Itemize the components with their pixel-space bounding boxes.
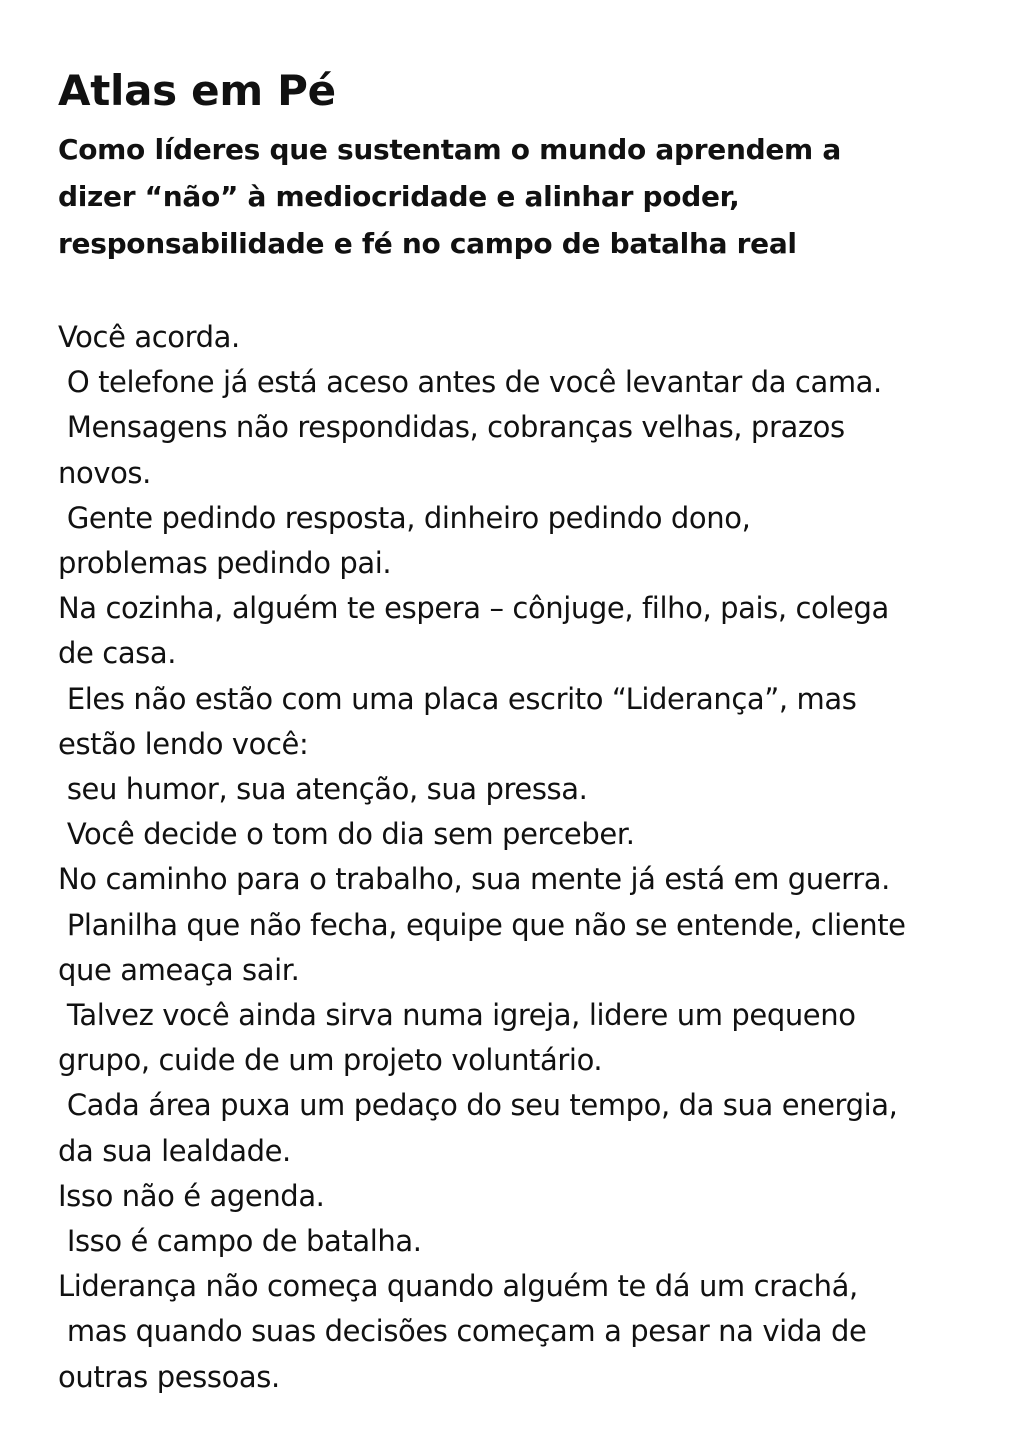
- body-line: Planilha que não fecha, equipe que não se entende, cliente: [58, 907, 906, 942]
- body-line: grupo, cuide de um projeto voluntário.: [58, 1043, 603, 1078]
- subtitle-line: Como líderes que sustentam o mundo aprendem a: [58, 133, 841, 166]
- body-line: que ameaça sair.: [58, 952, 300, 987]
- body-line: Cada área puxa um pedaço do seu tempo, da sua energia,: [58, 1088, 898, 1123]
- body-line: novos.: [58, 455, 151, 490]
- document-subtitle: [58, 126, 978, 267]
- subtitle-line: responsabilidade e fé no campo de batalha real: [58, 227, 797, 260]
- document-page: [58, 62, 978, 1400]
- body-text: [58, 315, 978, 1400]
- body-line: Liderança não começa quando alguém te dá um crachá,: [58, 1269, 858, 1304]
- subtitle-line: dizer “não” à mediocridade e alinhar poder,: [58, 180, 740, 213]
- body-line: de casa.: [58, 636, 177, 671]
- body-line: problemas pedindo pai.: [58, 546, 392, 581]
- body-line: Mensagens não respondidas, cobranças velhas, prazos: [58, 410, 845, 445]
- body-line: Você decide o tom do dia sem perceber.: [58, 817, 635, 852]
- body-line: mas quando suas decisões começam a pesar na vida de: [58, 1314, 867, 1349]
- body-line: Isso não é agenda.: [58, 1178, 325, 1213]
- body-line: No caminho para o trabalho, sua mente já está em guerra.: [58, 862, 890, 897]
- body-line: Gente pedindo resposta, dinheiro pedindo dono,: [58, 500, 751, 535]
- body-line: Você acorda.: [58, 320, 240, 354]
- body-line: estão lendo você:: [58, 726, 309, 761]
- body-line: seu humor, sua atenção, sua pressa.: [58, 772, 588, 807]
- body-line: Eles não estão com uma placa escrito “Liderança”, mas: [58, 681, 857, 716]
- body-line: Isso é campo de batalha.: [58, 1224, 422, 1259]
- document-title: Atlas em Pé: [58, 66, 336, 115]
- body-line: outras pessoas.: [58, 1359, 280, 1394]
- body-line: da sua lealdade.: [58, 1133, 291, 1168]
- body-line: Na cozinha, alguém te espera – cônjuge, filho, pais, colega: [58, 591, 889, 626]
- body-line: Talvez você ainda sirva numa igreja, lidere um pequeno: [58, 998, 856, 1033]
- body-line: O telefone já está aceso antes de você levantar da cama.: [58, 365, 882, 400]
